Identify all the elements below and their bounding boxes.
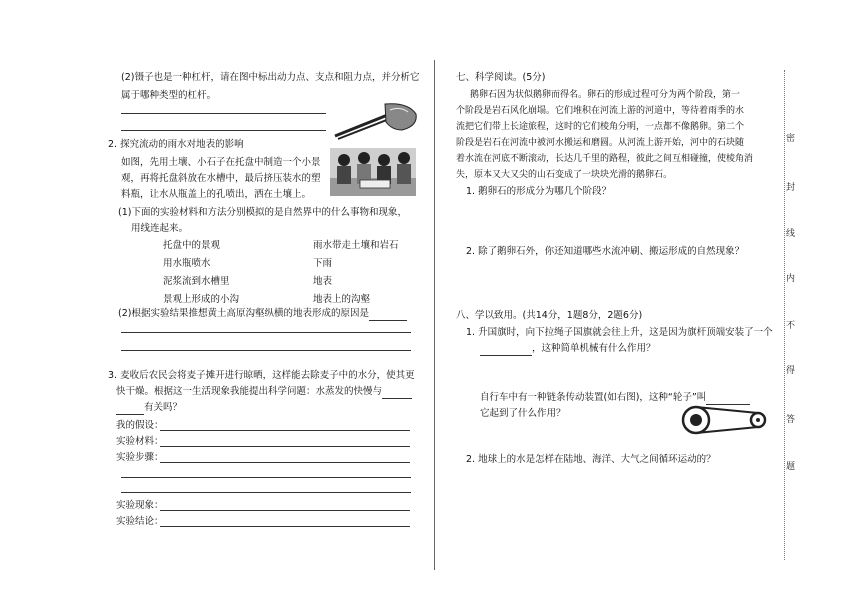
conclusion-label: 实验结论： bbox=[116, 516, 164, 527]
hypothesis-line bbox=[160, 430, 410, 431]
tweezers-hand-illustration bbox=[330, 100, 420, 142]
match-left-item: 用水瓶喷水 bbox=[163, 258, 211, 269]
q2-sub1-line1: (1)下面的实验材料和方法分别模拟的是自然界中的什么事物和现象， bbox=[118, 207, 407, 218]
seal-char: 线 bbox=[786, 229, 796, 239]
s8-q1-line2: ，这种简单机械有什么作用？ bbox=[480, 341, 656, 356]
steps-label: 实验步骤： bbox=[116, 452, 164, 463]
match-right-item: 地表上的沟壑 bbox=[313, 294, 371, 305]
s8-q1b-line1: 自行车中有一种链条传动装置(如右图)，这种“轮子”叫 bbox=[480, 390, 750, 405]
seal-char: 不 bbox=[786, 321, 796, 331]
reading-paragraph: 着水流在河底不断滚动，长达几千里的路程，彼此之间互相碰撞，使棱角消 bbox=[456, 154, 754, 164]
seal-char: 密 bbox=[786, 134, 796, 144]
experiment-photo bbox=[330, 148, 416, 196]
match-left-item: 泥浆流到水槽里 bbox=[163, 276, 230, 287]
answer-line bbox=[121, 130, 326, 131]
reading-question-2: 2. 除了鹅卵石外，你还知道哪些水流冲刷、搬运形成的自然现象？ bbox=[466, 246, 745, 257]
seal-char: 得 bbox=[786, 366, 796, 376]
s8-q2: 2. 地球上的水是怎样在陆地、海洋、大气之间循环运动的？ bbox=[466, 454, 716, 465]
answer-line bbox=[121, 113, 326, 114]
seal-char: 答 bbox=[786, 415, 796, 425]
q2-title: 2. 探究流动的雨水对地表的影响 bbox=[108, 139, 244, 150]
reading-paragraph: 鹅卵石因为状似鹅卵而得名。卵石的形成过程可分为两个阶段，第一 bbox=[470, 90, 741, 100]
match-right-item: 下雨 bbox=[313, 258, 333, 269]
steps-line bbox=[121, 492, 411, 493]
reading-paragraph: 阶段是岩石在河流中被河水搬运和磨圆。从河流上游开始，河中的石块随 bbox=[456, 138, 745, 148]
column-divider bbox=[434, 60, 435, 570]
observation-label: 实验现象： bbox=[116, 500, 164, 511]
chain-drive-illustration bbox=[680, 404, 772, 436]
reading-question-1: 1. 鹅卵石的形成分为哪几个阶段？ bbox=[466, 186, 612, 197]
q2-sub1-line2: 用线连起来。 bbox=[131, 223, 189, 234]
s8-q1-line1: 1. 升国旗时，向下拉绳子国旗就会往上升，这是因为旗杆顶端安装了一个 bbox=[466, 327, 773, 338]
match-right-item: 地表 bbox=[313, 276, 333, 287]
match-left-item: 景观上形成的小沟 bbox=[163, 294, 240, 305]
answer-line bbox=[121, 332, 411, 333]
q2-intro-3: 料瓶，让水从瓶盖上的孔喷出，洒在土壤上。 bbox=[121, 189, 312, 200]
steps-line bbox=[121, 477, 411, 478]
q1-2-line1: (2)镊子也是一种杠杆，请在图中标出动力点、支点和阻力点，并分析它 bbox=[121, 72, 420, 83]
s8-q1b-line2: 它起到了什么作用？ bbox=[480, 408, 566, 419]
q1-2-line2: 属于哪种类型的杠杆。 bbox=[121, 90, 217, 101]
reading-paragraph: 失，原本又大又尖的山石变成了一块块光滑的鹅卵石。 bbox=[456, 170, 673, 180]
q3-line1: 3. 麦收后农民会将麦子摊开进行晾晒，这样能去除麦子中的水分，使其更 bbox=[108, 370, 415, 381]
materials-label: 实验材料： bbox=[116, 436, 164, 447]
q2-intro-2: 观，再将托盘斜放在水槽中，最后挤压装水的塑 bbox=[121, 173, 321, 184]
match-left-item: 托盘中的景观 bbox=[163, 240, 221, 251]
reading-paragraph: 个阶段是岩石风化崩塌。它们堆积在河流上游的河道中，等待着雨季的水 bbox=[456, 106, 745, 116]
hypothesis-label: 我的假设： bbox=[116, 420, 164, 431]
q2-sub2: (2)根据实验结果推想黄土高原沟壑纵横的地表形成的原因是 bbox=[118, 306, 407, 321]
q3-line2: 快干燥。根据这一生活现象我能提出科学问题：水蒸发的快慢与 bbox=[116, 384, 412, 399]
section-8-title: 八、学以致用。(共14分，1题8分，2题6分) bbox=[456, 310, 643, 321]
materials-line bbox=[160, 446, 410, 447]
conclusion-line bbox=[160, 526, 410, 527]
steps-line bbox=[160, 462, 410, 463]
match-right-item: 雨水带走土壤和岩石 bbox=[313, 240, 399, 251]
seal-char: 封 bbox=[786, 183, 796, 193]
seal-char: 题 bbox=[786, 462, 796, 472]
answer-line bbox=[121, 350, 411, 351]
section-7-title: 七、科学阅读。(5分) bbox=[456, 72, 546, 83]
q3-line3: 有关吗？ bbox=[116, 400, 182, 415]
reading-paragraph: 流把它们带上长途旅程，这时的它们棱角分明，一点都不像鹅卵。第二个 bbox=[456, 122, 745, 132]
seal-char: 内 bbox=[786, 274, 796, 284]
observation-line bbox=[160, 510, 410, 511]
q2-intro-1: 如图，先用土壤、小石子在托盘中制造一个小景 bbox=[121, 157, 321, 168]
